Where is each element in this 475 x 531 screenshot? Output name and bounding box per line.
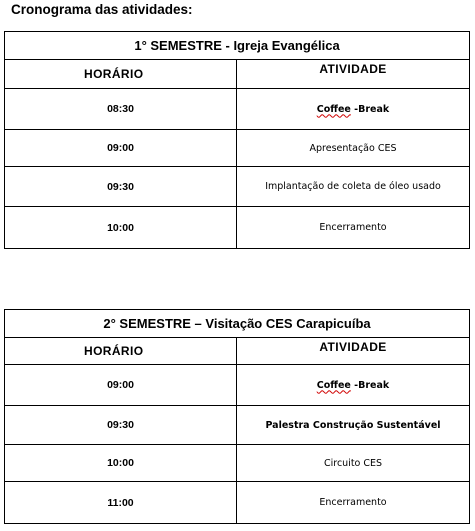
activity-cell: Implantação de coleta de óleo usado (237, 167, 470, 207)
activity-text: -Break (350, 103, 390, 115)
semester1-title: 1° SEMESTRE - Igreja Evangélica (5, 32, 470, 60)
time-cell: 09:30 (5, 406, 237, 445)
table-row (5, 482, 470, 524)
time-column-header: HORÁRIO (5, 338, 237, 365)
semester2-title-row (5, 310, 470, 338)
activity-cell: Encerramento (237, 482, 470, 524)
time-cell: 10:00 (5, 445, 237, 482)
table-row (5, 406, 470, 445)
activity-cell (237, 365, 470, 406)
spellcheck-word: Coffee (316, 103, 351, 115)
semester2-table (4, 309, 470, 524)
activity-cell: Apresentação CES (237, 130, 470, 167)
semester2-header-row (5, 338, 470, 365)
time-cell: 09:30 (5, 167, 237, 207)
time-column-header: HORÁRIO (5, 60, 237, 89)
table-row (5, 207, 470, 249)
activity-column-header: ATIVIDADE (237, 60, 470, 89)
time-cell: 10:00 (5, 207, 237, 249)
table-row (5, 365, 470, 406)
time-cell: 09:00 (5, 365, 237, 406)
table-row (5, 89, 470, 130)
activity-text: Palestra Construção Sustentável (265, 419, 441, 431)
table-row (5, 445, 470, 482)
spellcheck-word: Coffee (316, 379, 351, 391)
semester2-title: 2° SEMESTRE – Visitação CES Carapicuíba (5, 310, 470, 338)
time-cell: 11:00 (5, 482, 237, 524)
activity-text: -Break (350, 379, 390, 391)
time-cell: 09:00 (5, 130, 237, 167)
activity-column-header: ATIVIDADE (237, 338, 470, 365)
table-row (5, 167, 470, 207)
activity-cell (237, 406, 470, 445)
activity-cell: Encerramento (237, 207, 470, 249)
activity-cell (237, 89, 470, 130)
table-row (5, 130, 470, 167)
activity-cell: Circuito CES (237, 445, 470, 482)
time-cell: 08:30 (5, 89, 237, 130)
semester1-title-row (5, 32, 470, 60)
semester1-table (4, 31, 470, 249)
document-title: Cronograma das atividades: (11, 2, 193, 17)
semester1-header-row (5, 60, 470, 89)
